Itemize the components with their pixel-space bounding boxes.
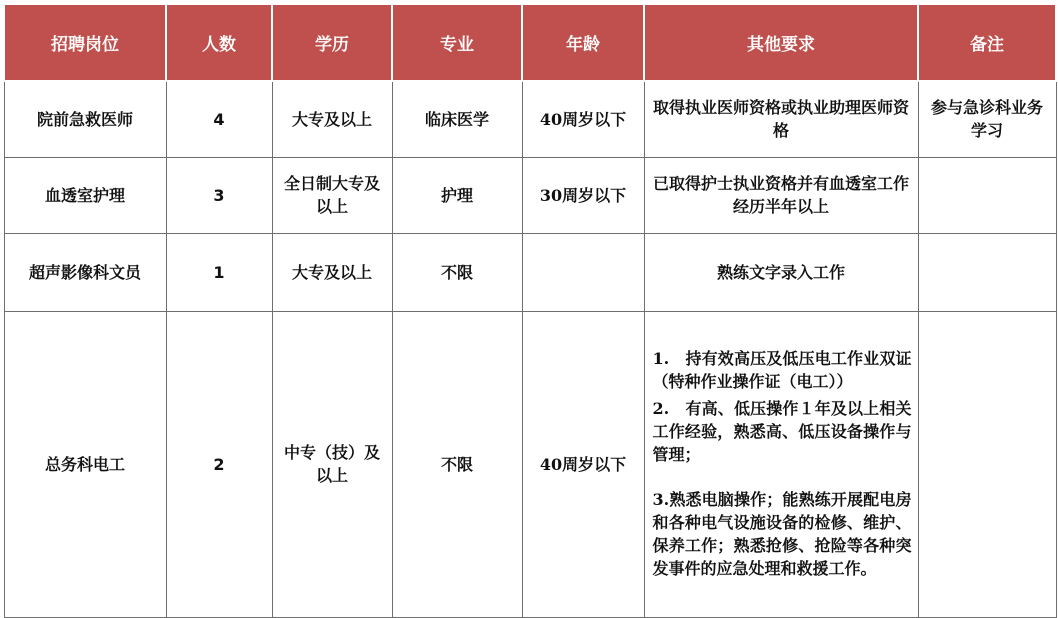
cell-major: 不限	[392, 311, 522, 617]
requirement-item: 1. 持有效高压及低压电工作业双证（特种作业操作证（电工））	[652, 348, 912, 391]
cell-major: 不限	[392, 233, 522, 311]
cell-education: 大专及以上	[272, 81, 392, 157]
cell-age: 40周岁以下	[522, 81, 644, 157]
header-row	[4, 4, 1056, 81]
table-row	[4, 157, 1056, 233]
cell-major: 临床医学	[392, 81, 522, 157]
cell-position: 超声影像科文员	[4, 233, 166, 311]
cell-position: 血透室护理	[4, 157, 166, 233]
cell-age	[522, 233, 644, 311]
table-body	[4, 81, 1056, 617]
cell-requirements: 取得执业医师资格或执业助理医师资格	[644, 81, 918, 157]
cell-remark	[918, 233, 1056, 311]
table-row	[4, 311, 1056, 617]
cell-count: 3	[166, 157, 272, 233]
header-age: 年龄	[522, 4, 644, 81]
cell-remark	[918, 311, 1056, 617]
cell-position: 院前急救医师	[4, 81, 166, 157]
cell-remark: 参与急诊科业务学习	[918, 81, 1056, 157]
cell-education: 全日制大专及以上	[272, 157, 392, 233]
header-major: 专业	[392, 4, 522, 81]
cell-requirements	[644, 311, 918, 617]
header-position: 招聘岗位	[4, 4, 166, 81]
cell-age: 40周岁以下	[522, 311, 644, 617]
requirement-item: 2. 有高、低压操作１年及以上相关工作经验，熟悉高、低压设备操作与管理；	[652, 398, 912, 464]
cell-position: 总务科电工	[4, 311, 166, 617]
header-requirements: 其他要求	[644, 4, 918, 81]
cell-count: 2	[166, 311, 272, 617]
table-row	[4, 233, 1056, 311]
cell-remark	[918, 157, 1056, 233]
header-education: 学历	[272, 4, 392, 81]
cell-education: 大专及以上	[272, 233, 392, 311]
recruitment-table	[3, 3, 1057, 618]
cell-count: 1	[166, 233, 272, 311]
cell-requirements: 已取得护士执业资格并有血透室工作经历半年以上	[644, 157, 918, 233]
cell-requirements: 熟练文字录入工作	[644, 233, 918, 311]
cell-age: 30周岁以下	[522, 157, 644, 233]
table-header	[4, 4, 1056, 81]
header-remark: 备注	[918, 4, 1056, 81]
table-row	[4, 81, 1056, 157]
requirement-item: 3.熟悉电脑操作；能熟练开展配电房和各种电气设施设备的检修、维护、保养工作；熟悉抢修、抢险等各种突发事件的应急处理和救援工作。	[652, 489, 912, 578]
cell-count: 4	[166, 81, 272, 157]
header-count: 人数	[166, 4, 272, 81]
cell-education: 中专（技）及以上	[272, 311, 392, 617]
cell-major: 护理	[392, 157, 522, 233]
